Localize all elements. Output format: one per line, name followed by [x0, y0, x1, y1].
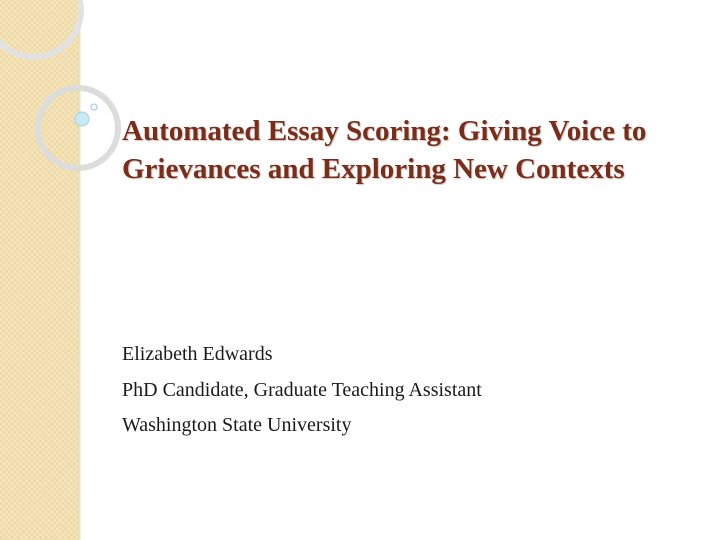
decorative-ring-small	[38, 88, 118, 168]
slide-title: Automated Essay Scoring: Giving Voice to Grievances and Exploring New Contexts	[122, 115, 647, 185]
decorative-dot-large	[75, 112, 89, 126]
decorative-dot-small	[91, 104, 97, 110]
author-role: PhD Candidate, Graduate Teaching Assistant	[122, 378, 482, 401]
author-institution: Washington State University	[122, 414, 352, 436]
author-name: Elizabeth Edwards	[122, 343, 273, 365]
slide-subtitle	[122, 337, 682, 444]
decorative-rings	[0, 0, 140, 200]
decorative-ring-large	[0, 0, 81, 57]
